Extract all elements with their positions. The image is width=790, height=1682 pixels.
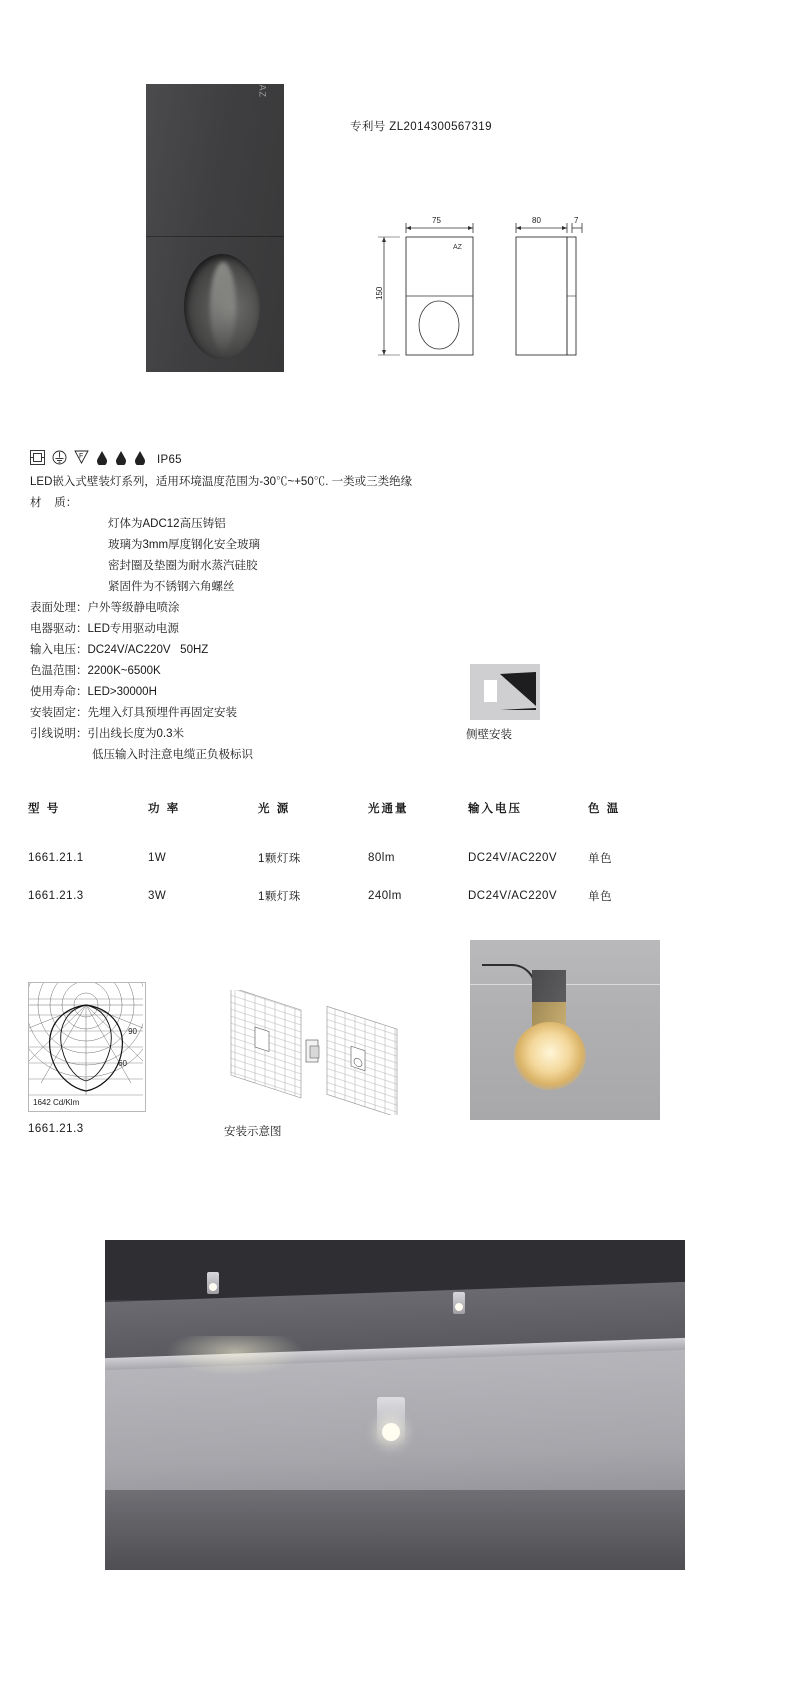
application-photo [105, 1240, 685, 1570]
cell-color-temp: 单色 [588, 891, 612, 903]
cell-power: 1W [148, 852, 167, 864]
model-table [28, 800, 668, 926]
svg-text:AZ: AZ [453, 244, 462, 251]
cell-luminous-flux: 240lm [368, 890, 402, 902]
cell-model: 1661.21.3 [28, 890, 84, 902]
table-row [28, 850, 668, 888]
spec-material-label: 材 质： [30, 497, 78, 509]
spec-row: 色温范围：2200K~6500K [30, 665, 161, 677]
dim-depth: 7 [574, 216, 579, 225]
cell-input-voltage: DC24V/AC220V [468, 890, 558, 902]
dim-front-width: 75 [432, 216, 441, 225]
product-seam [146, 236, 284, 237]
technical-drawing [360, 205, 620, 385]
droplet-icon [115, 450, 127, 470]
dim-height: 150 [375, 286, 384, 300]
col-luminous-flux: 光通量 [368, 803, 409, 815]
app-fixture [207, 1272, 219, 1294]
cell-color-temp: 单色 [588, 853, 612, 865]
cell-luminous-flux: 80lm [368, 852, 395, 864]
earth-icon [52, 450, 67, 470]
spec-row: 表面处理：户外等级静电喷涂 [30, 602, 180, 614]
product-logo: AZ [258, 84, 268, 98]
spec-material-line: 玻璃为3mm厚度钢化安全玻璃 [108, 539, 261, 551]
cell-power: 3W [148, 890, 167, 902]
spec-row: 输入电压：DC24V/AC220V 50HZ [30, 644, 209, 656]
installation-diagram [215, 990, 415, 1110]
col-input-voltage: 输入电压 [468, 803, 522, 815]
installation-caption: 安装示意图 [224, 1126, 282, 1138]
mount-caption: 侧壁安装 [466, 729, 512, 741]
detail-fixture-head [532, 970, 566, 1004]
ip-rating-label: IP65 [157, 454, 182, 466]
patent-number: 专利号 ZL2014300567319 [350, 121, 492, 133]
spec-row: 引线说明：引出线长度为0.3米 [30, 728, 184, 740]
side-mount-diagram [470, 664, 540, 720]
cell-input-voltage: DC24V/AC220V [468, 852, 558, 864]
detail-light-glow [514, 1022, 586, 1090]
spec-material-line: 密封圈及垫圈为耐水蒸汽硅胶 [108, 560, 258, 572]
svg-text:F: F [79, 453, 84, 460]
app-light-glow [165, 1336, 305, 1376]
col-model: 型 号 [28, 803, 61, 815]
spec-material-line: 紧固件为不锈钢六角螺丝 [108, 581, 235, 593]
photometric-value: 1642 Cd/Klm [33, 1098, 80, 1107]
specification-block [30, 472, 590, 766]
class-protection-icon [30, 450, 45, 470]
spec-material-line: 灯体为ADC12高压铸铝 [108, 518, 226, 530]
dim-side-width: 80 [532, 216, 541, 225]
spec-intro: LED嵌入式壁装灯系列，适用环境温度范围为-30℃~+50℃. 一类或三类绝缘 [30, 476, 413, 488]
photometric-angle-60: 60 [118, 1059, 127, 1068]
detail-cable [482, 964, 536, 994]
spec-row: 安装固定：先埋入灯具预埋件再固定安装 [30, 707, 237, 719]
col-color-temp: 色 温 [588, 803, 621, 815]
certification-icon-row [30, 450, 182, 470]
spec-row: 使用寿命：LED>30000H [30, 686, 157, 698]
spec-row: 电器驱动：LED专用驱动电源 [30, 623, 179, 635]
cell-model: 1661.21.1 [28, 852, 84, 864]
col-power: 功 率 [148, 803, 181, 815]
droplet-icon [134, 450, 146, 470]
product-photo [146, 84, 284, 372]
droplet-icon [96, 450, 108, 470]
app-floor [105, 1490, 685, 1570]
product-lens [184, 254, 260, 359]
app-fixture [453, 1292, 465, 1314]
table-header-row [28, 800, 668, 850]
detail-photo [470, 940, 660, 1120]
photometric-diagram [28, 982, 146, 1112]
cell-light-source: 1颗灯珠 [258, 891, 301, 903]
f-mark-icon [74, 450, 89, 470]
spec-row-note: 低压输入时注意电缆正负极标识 [92, 749, 253, 761]
app-fixture [377, 1397, 405, 1447]
col-light-source: 光 源 [258, 803, 291, 815]
cell-light-source: 1颗灯珠 [258, 853, 301, 865]
photometric-angle-90: 90 [128, 1027, 137, 1036]
photometric-caption: 1661.21.3 [28, 1123, 84, 1135]
table-row [28, 888, 668, 926]
